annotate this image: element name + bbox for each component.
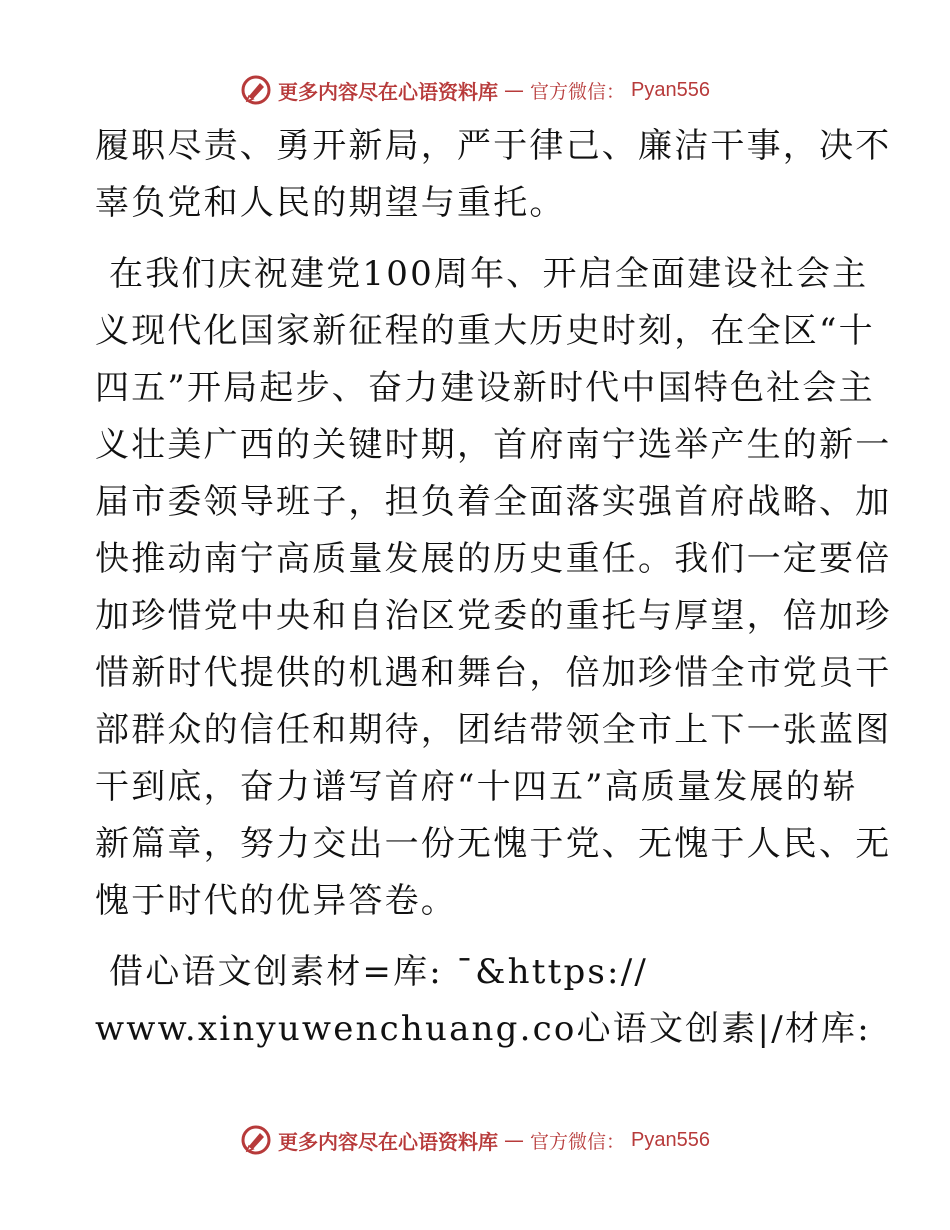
text-line: 借心语文创素材=库: ¯&https://	[109, 952, 649, 992]
text-line: 惜新时代提供的机遇和舞台，倍加珍惜全市党员干	[95, 653, 892, 693]
text-line: 义壮美广西的关键时期，首府南宁选举产生的新一	[95, 425, 892, 465]
header-watermark	[0, 70, 950, 110]
pen-logo-icon	[240, 74, 272, 106]
pen-logo-icon	[240, 1124, 272, 1156]
watermark-wechat-id: Pyan556	[631, 78, 710, 101]
document-body	[95, 118, 892, 1058]
text-line: 四五”开局起步、奋力建设新时代中国特色社会主	[95, 368, 875, 408]
text-line: 辜负党和人民的期望与重托。	[95, 183, 566, 223]
watermark-main-text: 更多内容尽在心语资料库	[278, 79, 498, 104]
watermark-label: 官方微信：	[530, 1130, 626, 1153]
text-line: 愧于时代的优异答卷。	[95, 881, 457, 921]
paragraph-3	[95, 944, 871, 1058]
watermark-main-text: 更多内容尽在心语资料库	[278, 1129, 498, 1154]
text-line: 部群众的信任和期待，团结带领全市上下一张蓝图	[95, 710, 892, 750]
footer-watermark	[0, 1120, 950, 1160]
watermark-label: 官方微信：	[530, 80, 626, 103]
text-line: 干到底，奋力谱写首府“十四五”高质量发展的崭	[95, 767, 859, 807]
text-line: 义现代化国家新征程的重大历史时刻，在全区“十	[95, 311, 875, 351]
watermark-wechat-id: Pyan556	[631, 1128, 710, 1151]
watermark-dash: —	[504, 78, 524, 102]
watermark-dash: —	[504, 1128, 524, 1152]
text-line: www.xinyuwenchuang.co心语文创素|/材库:	[95, 1009, 871, 1049]
text-line: 履职尽责、勇开新局，严于律己、廉洁干事，决不	[95, 126, 892, 166]
paragraph-2	[95, 246, 892, 930]
text-line: 在我们庆祝建党100周年、开启全面建设社会主	[109, 254, 869, 294]
text-line: 加珍惜党中央和自治区党委的重托与厚望，倍加珍	[95, 596, 892, 636]
text-line: 新篇章，努力交出一份无愧于党、无愧于人民、无	[95, 824, 892, 864]
text-line: 快推动南宁高质量发展的历史重任。我们一定要倍	[95, 539, 892, 579]
text-line: 届市委领导班子，担负着全面落实强首府战略、加	[95, 482, 892, 522]
paragraph-1	[95, 118, 892, 232]
